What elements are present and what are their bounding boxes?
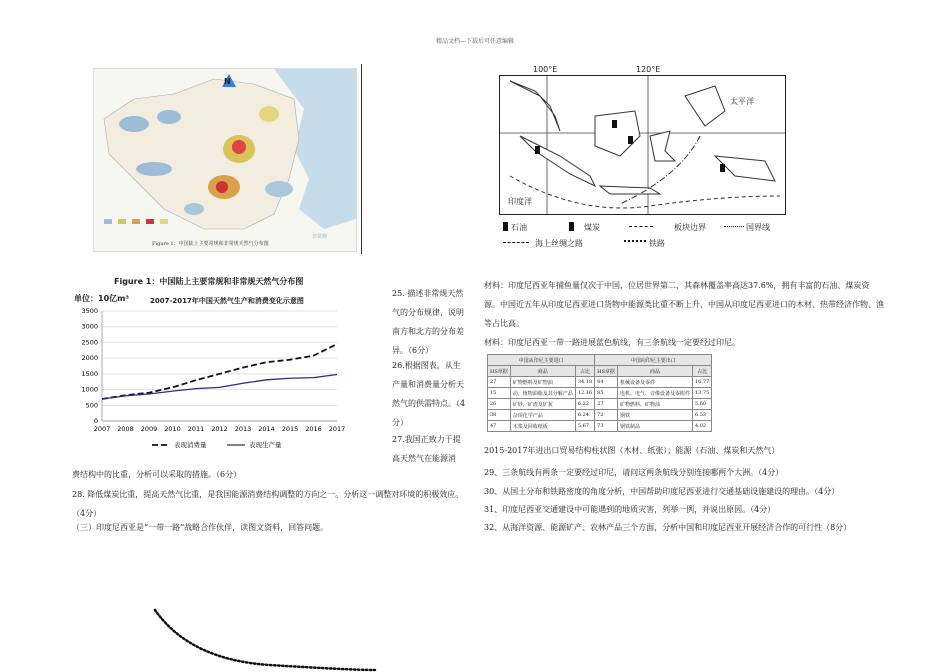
table-cell: 6.53 xyxy=(692,410,711,421)
table-cell: 47 xyxy=(488,421,511,432)
legend-border-label: 国界线 xyxy=(746,223,770,232)
question-32: 32、从海洋资源、能源矿产、农林产品三个方面，分析中国和印度尼西亚开展经济合作的可行性（8分） xyxy=(484,523,852,532)
basin-qaidam xyxy=(136,162,172,176)
table-cell: 机械设备及零件 xyxy=(617,377,692,388)
indonesia-map xyxy=(499,75,786,215)
table-cell: 13.75 xyxy=(692,388,711,399)
table-cell: 15 xyxy=(488,388,511,399)
basin-south xyxy=(265,181,293,197)
legend-rail-label: 铁路 xyxy=(649,239,665,248)
coal-icon xyxy=(720,164,725,172)
x-tick-label: 2008 xyxy=(117,425,134,433)
y-tick-label: 3000 xyxy=(81,322,98,331)
table-cell: 6.24 xyxy=(575,410,594,421)
trade-header-row xyxy=(488,366,712,377)
north-label: N xyxy=(224,77,231,86)
table-cell: 27 xyxy=(488,377,511,388)
legend-silk-icon xyxy=(503,242,529,243)
table-cell: 矿物燃料及矿物油 xyxy=(510,377,575,388)
y-tick-label: 2500 xyxy=(81,338,98,347)
trade-left-title: 中国从印尼主要进口 xyxy=(488,355,595,366)
legend-oil-label: 石油 xyxy=(511,223,527,232)
legend-plate-icon xyxy=(629,226,653,227)
table-cell: 34.18 xyxy=(575,377,594,388)
trade-table xyxy=(487,354,712,432)
question-30: 30、从国土分布和铁路密度的角度分析，中国帮助印度尼西亚进行交通基础设施建设的理由。（4分） xyxy=(484,487,840,496)
table-cell: 72 xyxy=(595,410,618,421)
table-cell: 84 xyxy=(595,377,618,388)
legend-label: 表现消费量 xyxy=(174,441,207,449)
chart-title: 2007-2017年中国天然气生产和消费变化示意图 xyxy=(150,297,304,305)
x-tick-label: 2012 xyxy=(211,425,228,433)
table-cell: 26 xyxy=(488,399,511,410)
column-divider xyxy=(361,64,362,254)
table-cell: 6.22 xyxy=(575,399,594,410)
chart-unit: 单位：10亿m³ xyxy=(74,294,129,303)
decorative-dotted-curve xyxy=(150,605,380,672)
page-watermark: 精品文档---下载后可任意编辑 xyxy=(435,38,515,45)
table-cell: 38 xyxy=(488,410,511,421)
table-row xyxy=(488,377,712,388)
table-cell: 矿砂、矿渣及矿灰 xyxy=(510,399,575,410)
oil-icon xyxy=(612,120,617,128)
basin-ordos-core xyxy=(232,140,246,154)
material-paragraph-1: 材料：印度尼西亚年捕鱼量仅次于中国，位居世界第二，其森林覆盖率高达37.6%，拥有丰富的石油、煤炭资源。中国近五年从印度尼西亚进口货物中能源类比重不断上升，中国从印度尼西亚进口的木材、热带经济作物、渔等占比高。 xyxy=(484,281,884,328)
trade-table-wrap xyxy=(487,354,712,432)
x-tick-label: 2007 xyxy=(93,425,111,433)
trade-header-cell: 占比 xyxy=(575,366,594,377)
question-29: 29、三条航线有两条一定要经过印尼，请问这两条航线分别连接哪两个大洲。（4分） xyxy=(484,468,784,477)
basin-junggar xyxy=(157,110,181,124)
question-25: 25. 描述非常规天然气的分布规律，说明南方和北方的分布差异。（6分） xyxy=(392,289,464,355)
longitude-100: 100°E xyxy=(533,65,558,74)
y-tick-label: 3500 xyxy=(81,307,98,315)
material-paragraph-2: 材料：印度尼西亚一带一路进展蓝色航线，有三条航线一定要经过印尼。 xyxy=(484,338,740,347)
legend-plate-label: 板块边界 xyxy=(674,223,706,232)
map-legend xyxy=(499,220,799,260)
table-cell: 12.16 xyxy=(575,388,594,399)
legend-silk-label: 海上丝绸之路 xyxy=(535,239,583,248)
trade-table-caption: 2015-2017年进出口贸易结构柱状图（木材、纸张）；能源（石油、煤炭和天然气） xyxy=(484,446,780,455)
table-cell: 钢铁制品 xyxy=(617,421,692,432)
legend-rail-icon xyxy=(624,240,646,246)
source-mark: 非常规 xyxy=(312,234,328,240)
question-26: 26.根据图表，从生产量和消费量分析天然气的供需特点。（4分） xyxy=(392,361,466,427)
basin-songliao xyxy=(259,106,279,122)
y-tick-label: 1500 xyxy=(81,369,98,378)
table-cell: 85 xyxy=(595,388,618,399)
question-27-part2: 费结构中的比重，分析可以采取的措施。（6分） xyxy=(72,470,242,479)
table-cell: 73 xyxy=(595,421,618,432)
x-tick-label: 2011 xyxy=(187,425,205,433)
basin-southwest xyxy=(184,203,204,215)
borneo xyxy=(595,111,640,156)
x-tick-label: 2015 xyxy=(281,425,299,433)
x-tick-label: 2017 xyxy=(328,425,346,433)
y-tick-label: 1000 xyxy=(81,385,98,394)
legend-coal-label: 煤炭 xyxy=(584,223,600,232)
legend-border-icon xyxy=(724,226,744,227)
oil-icon xyxy=(535,146,540,154)
philippines xyxy=(685,86,725,126)
legend-label: 表现生产量 xyxy=(249,441,282,449)
series-line-1 xyxy=(102,374,337,399)
trade-header-cell: 占比 xyxy=(692,366,711,377)
x-tick-label: 2014 xyxy=(258,425,275,433)
legend-oil-icon xyxy=(503,222,508,231)
chart-figure-title: Figure 1：中国陆上主要常规和非常规天然气分布图 xyxy=(114,277,304,286)
basin-sichuan-core xyxy=(216,181,228,193)
y-tick-label: 2000 xyxy=(81,354,98,363)
china-map-caption: Figure 1：中国陆上主要常规和非常规天然气分布图 xyxy=(152,241,269,247)
table-cell: 钢铁 xyxy=(617,410,692,421)
trade-header-cell: 商品 xyxy=(510,366,575,377)
x-tick-label: 2016 xyxy=(305,425,322,433)
table-row xyxy=(488,410,712,421)
section-3-intro: （三）印度尼西亚是“一带一路”战略合作伙伴，读图文资料，回答问题。 xyxy=(72,523,329,532)
table-row xyxy=(488,421,712,432)
series-line-0 xyxy=(102,344,337,399)
question-27-part1: 27.我国正致力于提高天然气在能源消 xyxy=(392,435,461,463)
table-row xyxy=(488,399,712,410)
y-tick-label: 500 xyxy=(85,401,98,410)
table-cell: 5.67 xyxy=(575,421,594,432)
indian-ocean-label: 印度洋 xyxy=(508,197,532,206)
question-31: 31、印度尼西亚交通建设中可能遇到的地质灾害，列举一例，并说出原因。（4分） xyxy=(484,505,776,514)
legend-coal-icon xyxy=(569,222,574,231)
table-cell: 杂项化学产品 xyxy=(510,410,575,421)
trade-header-cell: HS章据 xyxy=(595,366,618,377)
gas-line-chart xyxy=(68,305,353,450)
coal-icon xyxy=(628,136,633,144)
table-cell: 电机、电气、音像设备及零附件 xyxy=(617,388,692,399)
basin-tarim xyxy=(119,116,149,132)
x-tick-label: 2009 xyxy=(140,425,158,433)
trade-right-title: 中国向印尼主要出口 xyxy=(595,355,712,366)
longitude-120: 120°E xyxy=(636,65,661,74)
table-cell: 4.02 xyxy=(692,421,711,432)
y-tick-label: 0 xyxy=(93,417,98,425)
pacific-label: 太平洋 xyxy=(730,97,754,106)
table-row xyxy=(488,388,712,399)
table-cell: 木浆及回收纸板 xyxy=(510,421,575,432)
sumatra xyxy=(520,136,595,186)
table-cell: 27 xyxy=(595,399,618,410)
x-tick-label: 2013 xyxy=(234,425,252,433)
table-cell: 矿物燃料、矿物油 xyxy=(617,399,692,410)
china-gas-map xyxy=(93,68,357,252)
question-28: 28. 降低煤炭比重，提高天然气比重，是我国能源消费结构调整的方向之一。分析这一调整对环境的积极效应。（4分） xyxy=(72,490,464,518)
table-cell: 动、植物油脂及其分解产品 xyxy=(510,388,575,399)
china-map-graphic xyxy=(94,69,356,251)
sulawesi xyxy=(650,131,675,161)
table-cell: 16.77 xyxy=(692,377,711,388)
trade-header-cell: HS章据 xyxy=(488,366,511,377)
x-tick-label: 2010 xyxy=(164,425,181,433)
trade-header-cell: 商品 xyxy=(617,366,692,377)
malay-peninsula xyxy=(510,81,560,131)
table-cell: 5.60 xyxy=(692,399,711,410)
